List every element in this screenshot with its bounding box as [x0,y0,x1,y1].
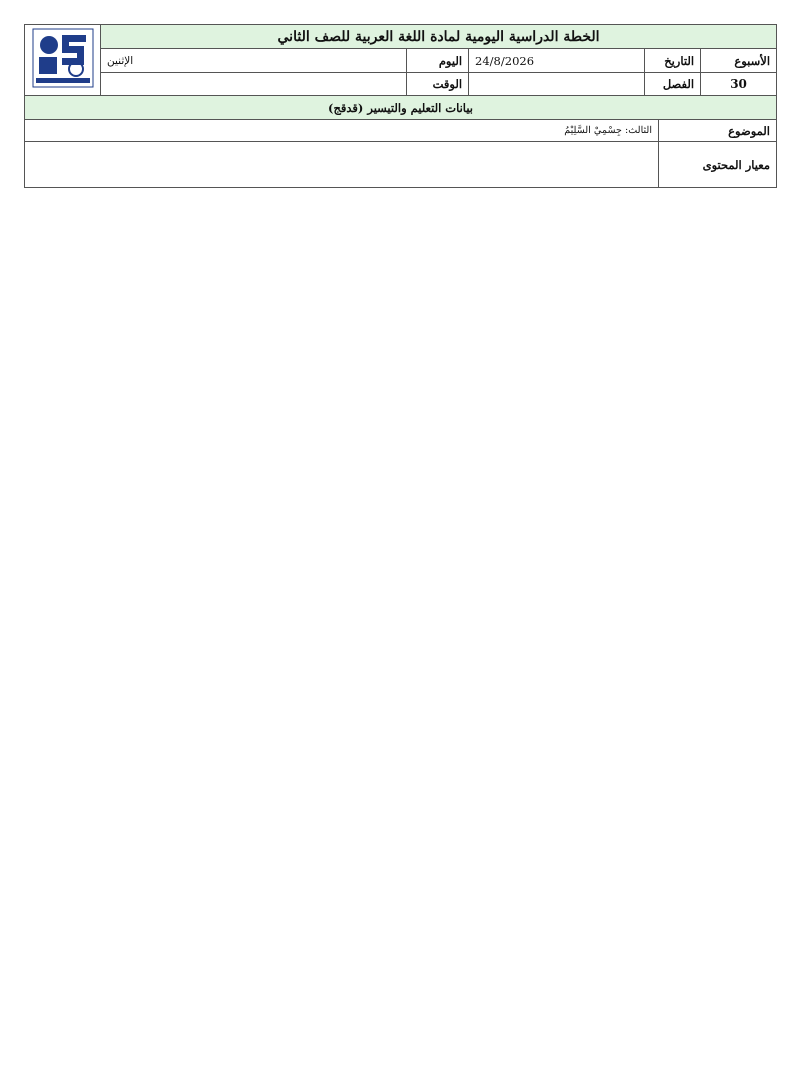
topic-label: الموضوع [659,120,777,142]
content-standard-label: معيار المحتوى [659,142,777,188]
time-value [101,73,407,96]
time-label: الوقت [407,73,469,96]
plan-title: الخطة الدراسية اليومية لمادة اللغة العربية للصف الثاني [101,25,777,49]
school-logo [25,25,101,96]
week-value: 30 [701,73,777,96]
school-logo-icon [32,28,94,88]
date-label: التاريخ [645,49,701,73]
lesson-plan-page [24,24,776,1067]
content-standard-cell [25,142,659,188]
topic-value: الثالث: جِسْمِيْ السَّلِيْمُ [25,120,659,142]
lesson-body-table [24,95,777,188]
week-label: الأسبوع [701,49,777,73]
section-data-title: بيانات التعليم والتيسير (قدقج) [25,96,777,120]
date-value: 24/8/2026 [469,49,645,73]
class-label: الفصل [645,73,701,96]
day-label: اليوم [407,49,469,73]
day-value: الإثنين [101,49,407,73]
header-table [24,24,777,96]
class-value [469,73,645,96]
